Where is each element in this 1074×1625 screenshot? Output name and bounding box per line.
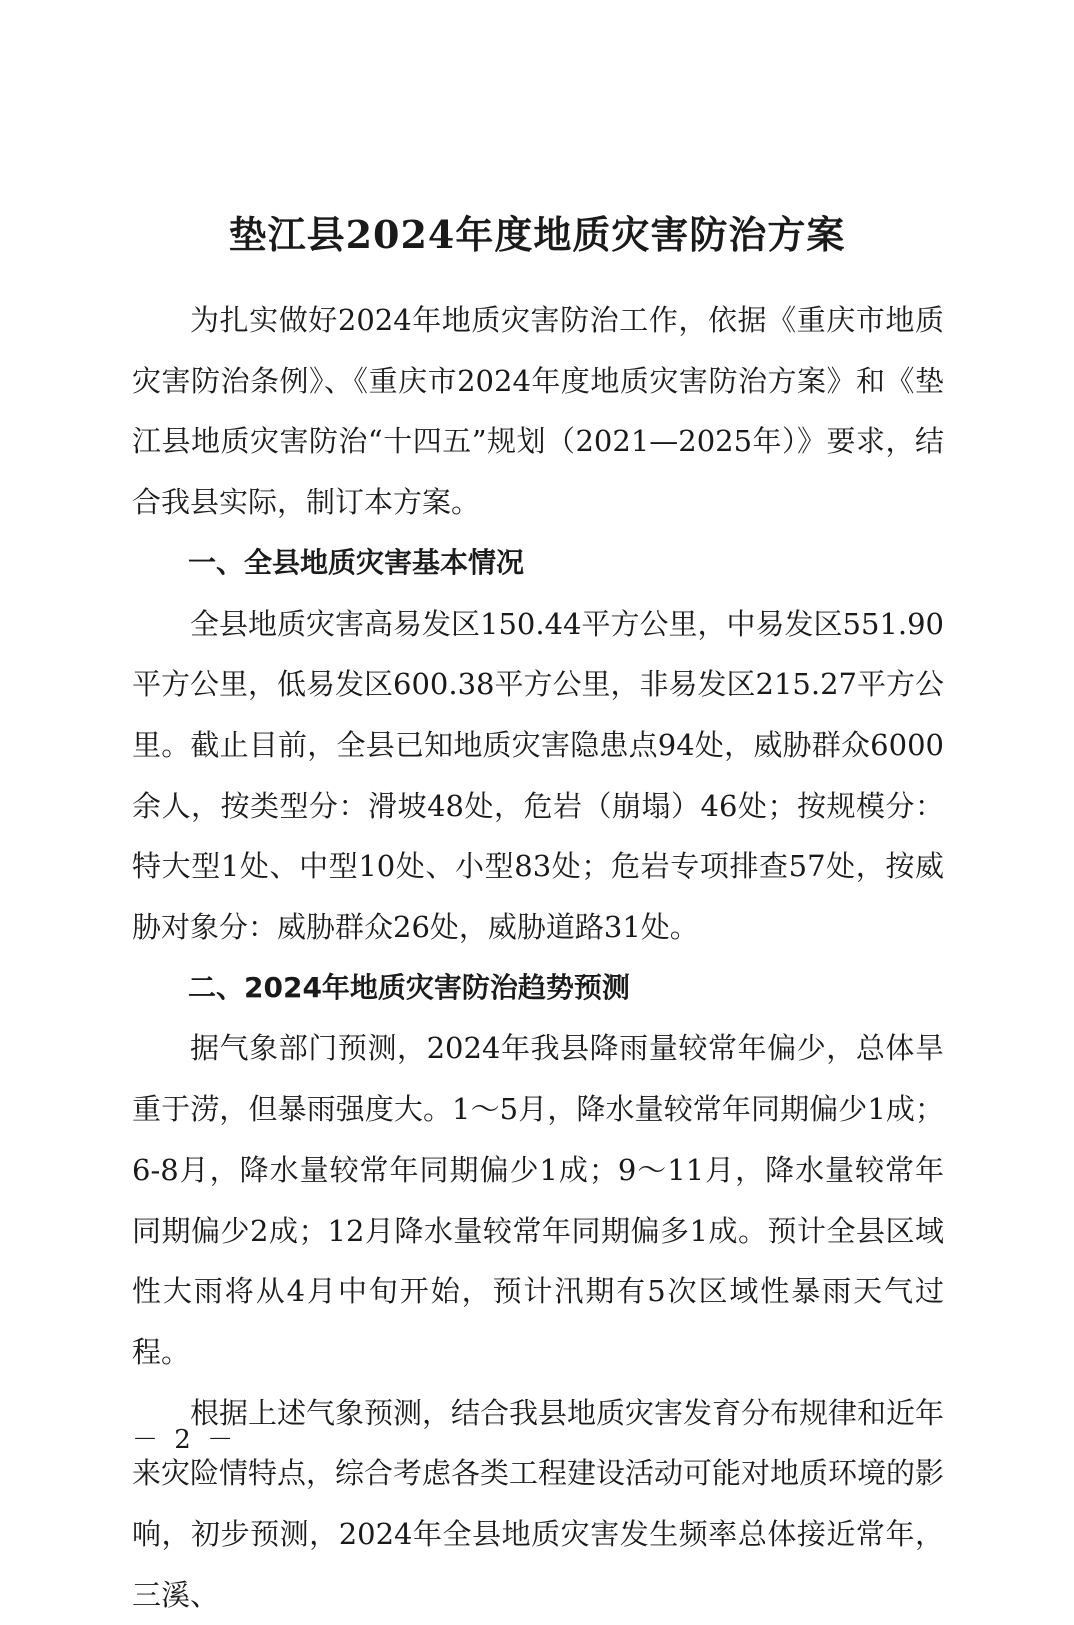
section-1-heading: 一、全县地质灾害基本情况	[188, 545, 525, 579]
section-2-paragraph-2: 根据上述气象预测，结合我县地质灾害发育分布规律和近年来灾险情特点，综合考虑各类工程建设活动可能对地质环境的影响，初步预测，2024年全县地质灾害发生频率总体接近常年，三溪、	[132, 1395, 945, 1612]
document-title: 垫江县2024年度地质灾害防治方案	[228, 212, 846, 258]
section-2-heading: 二、2024年地质灾害防治趋势预测	[188, 970, 630, 1004]
section-2-paragraph-1: 据气象部门预测，2024年我县降雨量较常年偏少，总体旱重于涝，但暴雨强度大。1～5月，降水量较常年同期偏少1成；6-8月，降水量较常年同期偏少1成；9～11月，降水量较常年同期偏少2成；12月降水量较常年同期偏多1成。预计全县区域性大雨将从4月中旬开始，预计汛期有5次区域性暴雨天气过程。	[132, 1031, 944, 1369]
intro-paragraph: 为扎实做好2024年地质灾害防治工作，依据《重庆市地质灾害防治条例》、《重庆市2024年度地质灾害防治方案》和《垫江县地质灾害防治“十四五”规划（2021—2025年）》要求，结合我县实际，制订本方案。	[132, 303, 944, 520]
section-1-paragraph: 全县地质灾害高易发区150.44平方公里，中易发区551.90平方公里，低易发区600.38平方公里，非易发区215.27平方公里。截止目前，全县已知地质灾害隐患点94处，威胁群众6000余人，按类型分：滑坡48处，危岩（崩塌）46处；按规模分：特大型1处、中型10处、小型83处；危岩专项排查57处，按威胁对象分：威胁群众26处，威胁道路31处。	[132, 606, 944, 945]
document-body	[132, 290, 944, 1625]
page-number: － 2 －	[132, 1425, 238, 1455]
